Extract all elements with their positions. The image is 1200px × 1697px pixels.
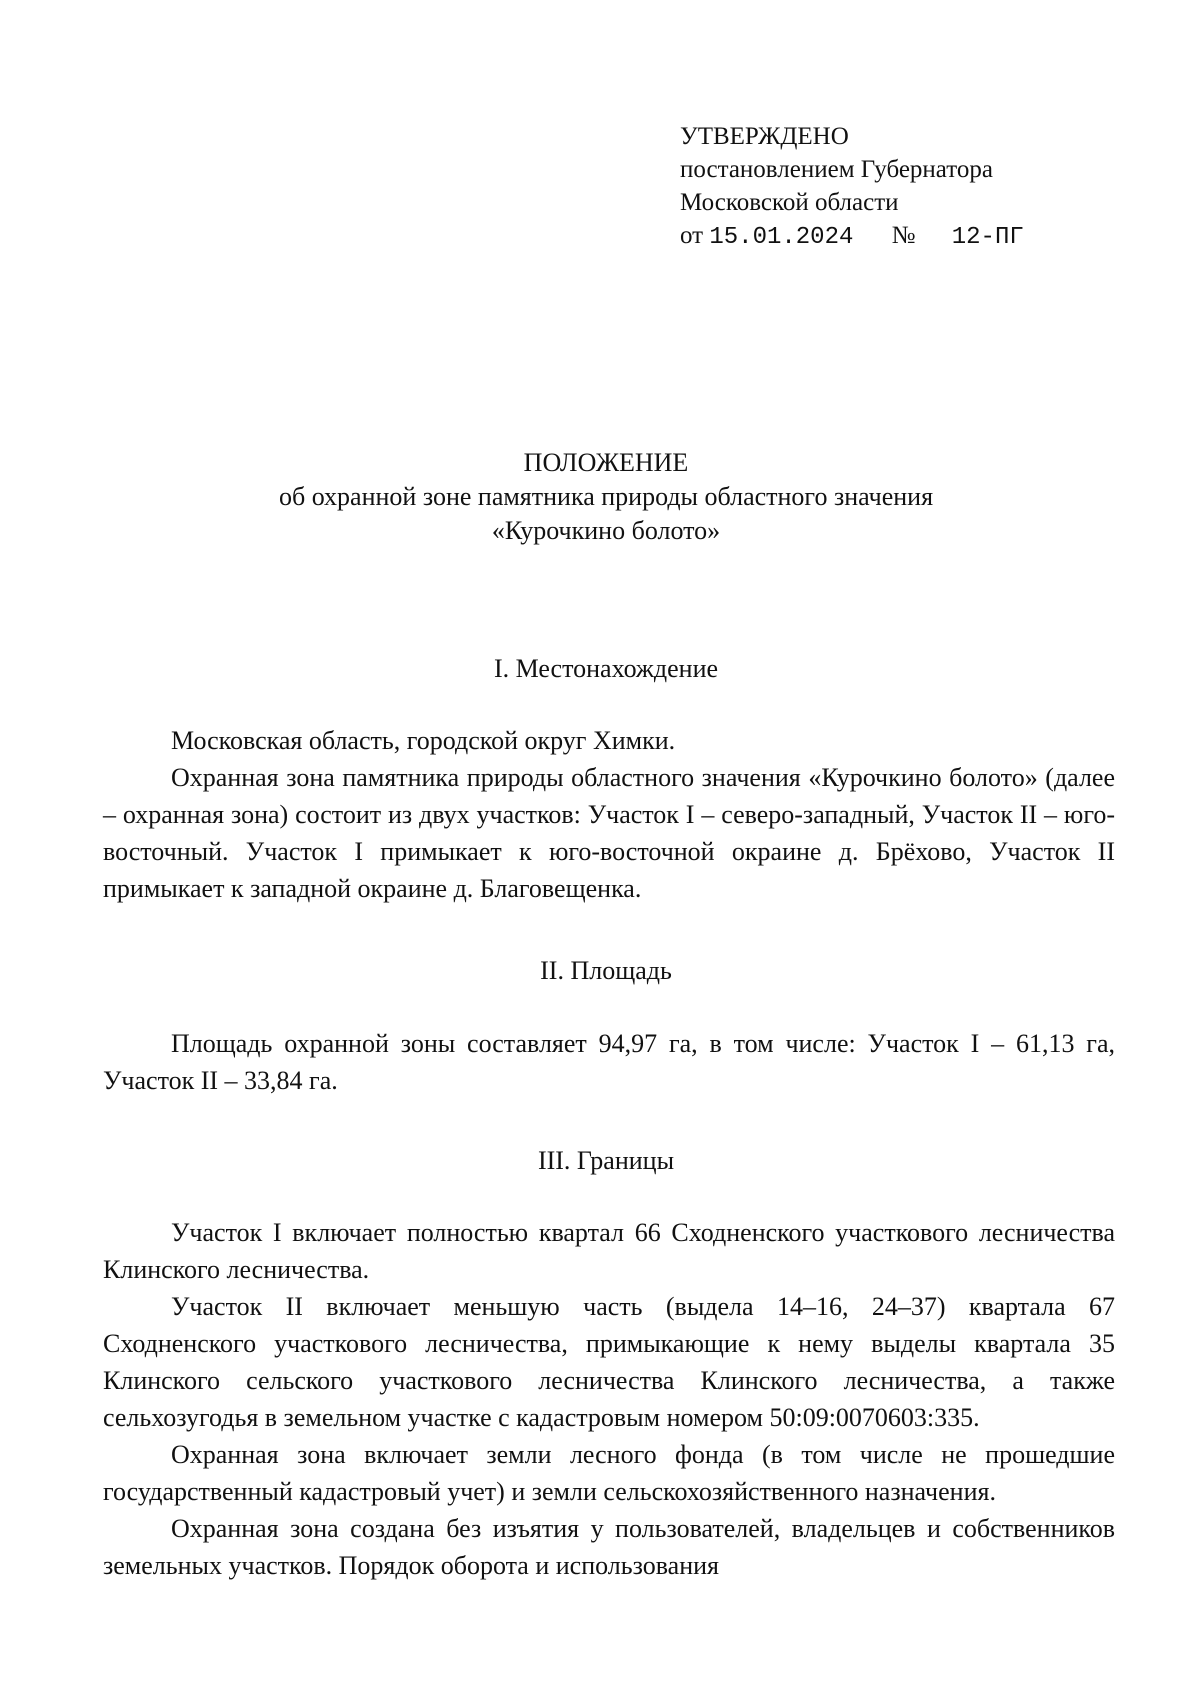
title-name: ПОЛОЖЕНИЕ <box>523 448 689 477</box>
paragraph: Охранная зона создана без изъятия у пользователей, владельцев и собственников земельных участков. Порядок оборота и использования <box>103 1514 1115 1580</box>
approval-number: 12-ПГ <box>951 224 1024 251</box>
number-sign: № <box>891 222 916 249</box>
section-heading-location: I. Местонахождение <box>493 654 719 683</box>
paragraph: Охранная зона памятника природы областного значения «Курочкино болото» (далее – охранная зона) состоит из двух участков: Участок I – северо-западный, Участок II – юго-восточный. Участок I примыкает к юго-восточной окраине д. Брёхово, Участок II примыкает к западной окраине д. Благовещенка. <box>103 763 1115 903</box>
approval-line-2: Московской области <box>680 189 899 216</box>
date-prefix: от <box>680 222 704 249</box>
paragraph: Московская область, городской округ Химки. <box>171 726 676 755</box>
section-heading-area: II. Площадь <box>540 956 672 985</box>
document-title <box>0 446 1200 548</box>
title-object: «Курочкино болото» <box>491 516 721 545</box>
section-heading-borders: III. Границы <box>537 1146 675 1175</box>
approval-line-1: постановлением Губернатора <box>680 156 993 183</box>
section-body-borders <box>103 1214 1115 1584</box>
approval-date-line <box>680 219 1024 254</box>
paragraph: Охранная зона включает земли лесного фонда (в том числе не прошедшие государственный кадастровый учет) и земли сельскохозяйственного назначения. <box>103 1440 1115 1506</box>
approval-heading: УТВЕРЖДЕНО <box>680 123 849 150</box>
section-body-location <box>103 722 1115 907</box>
title-subtitle: об охранной зоне памятника природы областного значения <box>278 482 934 511</box>
paragraph: Участок II включает меньшую часть (выдела 14–16, 24–37) квартала 67 Сходненского участкового лесничества, примыкающие к нему выделы квартала 35 Клинского сельского участкового лесничества Клинского лесничества, а также сельхозугодья в земельном участке с кадастровым номером 50:09:0070603:335. <box>103 1292 1115 1432</box>
section-body-area <box>103 1025 1115 1099</box>
approval-date: 15.01.2024 <box>709 224 854 251</box>
paragraph: Площадь охранной зоны составляет 94,97 га, в том числе: Участок I – 61,13 га, Участок II – 33,84 га. <box>103 1029 1115 1095</box>
approval-stamp <box>680 120 1024 254</box>
paragraph: Участок I включает полностью квартал 66 Сходненского участкового лесничества Клинского лесничества. <box>103 1218 1115 1284</box>
